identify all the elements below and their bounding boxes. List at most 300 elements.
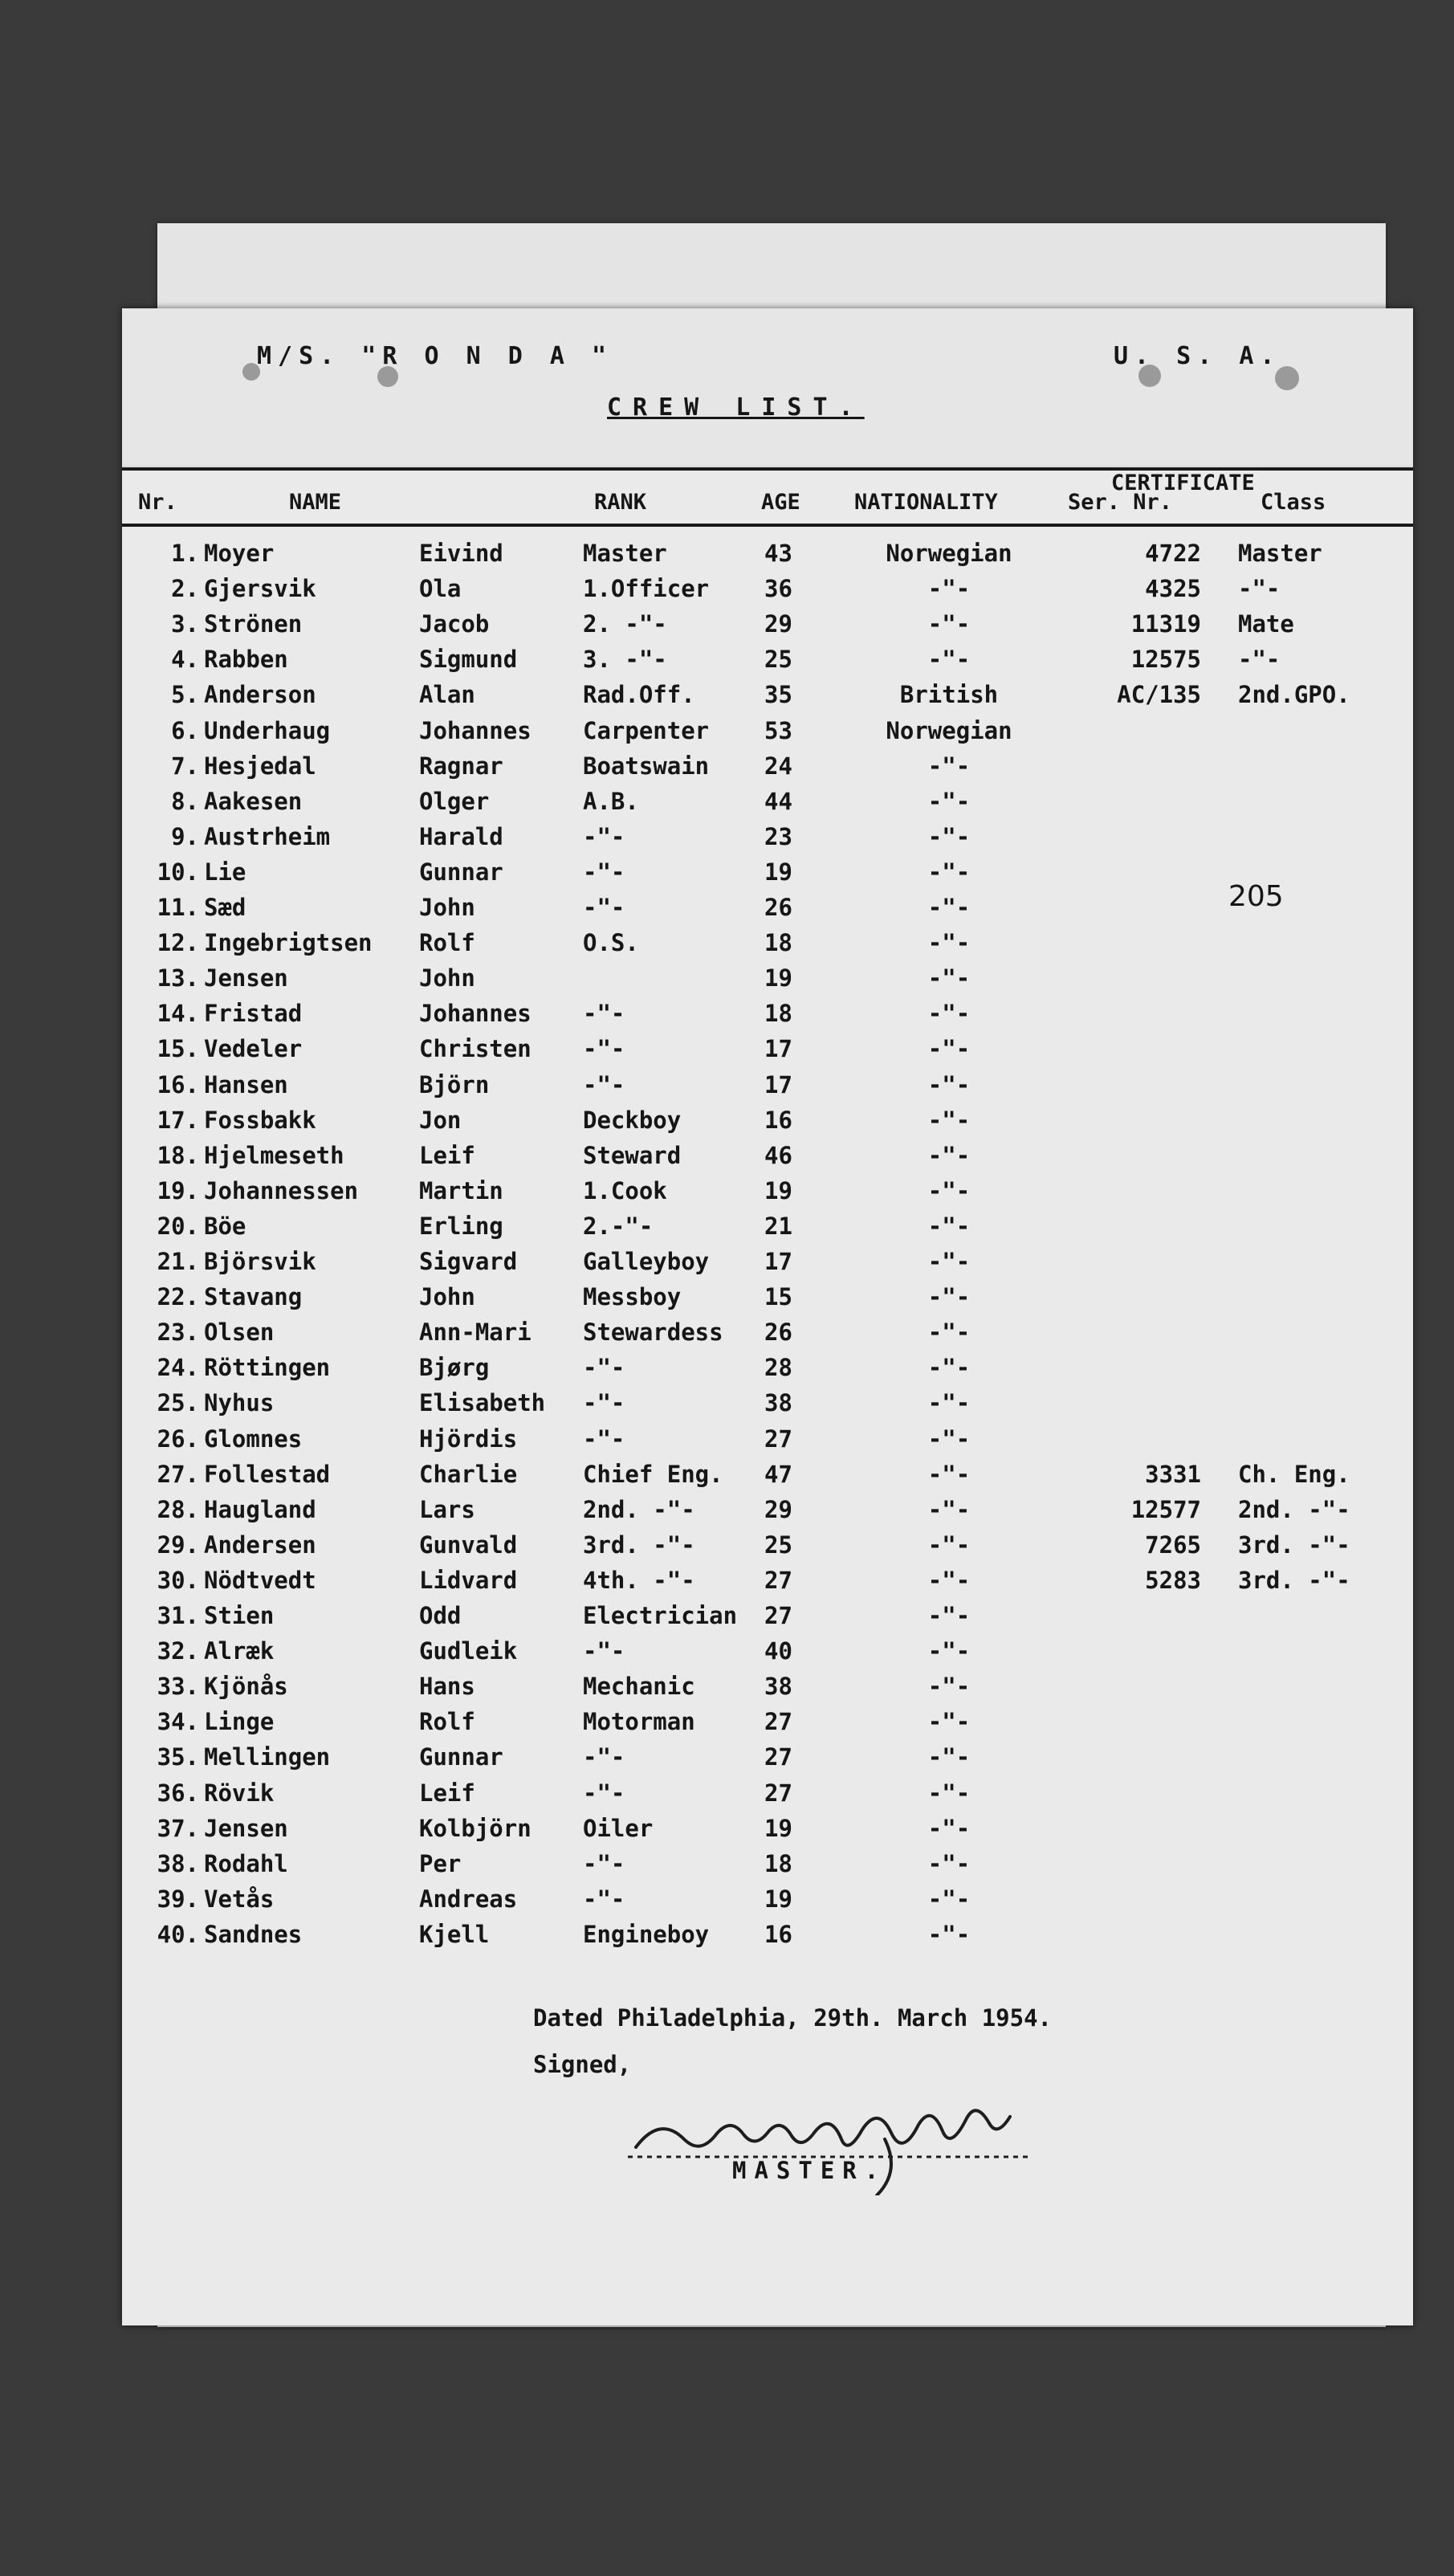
crew-surname: Vedeler bbox=[204, 1035, 303, 1063]
vessel-name: M/S. "R O N D A " bbox=[257, 342, 613, 370]
column-header-no: Nr. bbox=[138, 490, 177, 515]
crew-age: 26 bbox=[764, 1319, 792, 1347]
crew-number: 12. bbox=[157, 929, 199, 957]
crew-age: 16 bbox=[764, 1106, 792, 1134]
crew-first-name: Rolf bbox=[419, 929, 475, 957]
crew-first-name: Kolbjörn bbox=[419, 1814, 532, 1842]
crew-first-name: Lars bbox=[419, 1495, 475, 1523]
crew-nationality: -"- bbox=[927, 1814, 971, 1842]
crew-surname: Johannessen bbox=[204, 1176, 359, 1204]
crew-nationality: -"- bbox=[927, 822, 971, 850]
crew-certificate-class: Mate bbox=[1238, 610, 1294, 638]
crew-first-name: Christen bbox=[419, 1035, 532, 1063]
crew-nationality: -"- bbox=[927, 1460, 971, 1488]
crew-number: 37. bbox=[157, 1814, 199, 1842]
signed-label: Signed, bbox=[533, 2051, 632, 2078]
crew-row bbox=[122, 1107, 1413, 1142]
crew-surname: Underhaug bbox=[204, 716, 331, 744]
crew-list-document bbox=[122, 308, 1413, 2325]
crew-first-name: Eivind bbox=[419, 540, 503, 567]
crew-nationality: -"- bbox=[927, 1319, 971, 1347]
crew-first-name: Gunnar bbox=[419, 1743, 503, 1771]
crew-number: 31. bbox=[157, 1602, 199, 1629]
crew-surname: Nödtvedt bbox=[204, 1566, 316, 1594]
crew-age: 19 bbox=[764, 1176, 792, 1204]
crew-first-name: Ola bbox=[419, 575, 462, 603]
crew-first-name: Elisabeth bbox=[419, 1389, 546, 1417]
crew-nationality: -"- bbox=[927, 1212, 971, 1240]
crew-first-name: Sigvard bbox=[419, 1248, 518, 1275]
certificate-header: CERTIFICATE bbox=[1111, 471, 1255, 495]
crew-rank: Motorman bbox=[583, 1708, 695, 1736]
crew-rank: 3. -"- bbox=[583, 646, 667, 674]
crew-nationality: -"- bbox=[927, 1849, 971, 1877]
crew-number: 35. bbox=[157, 1743, 199, 1771]
crew-age: 47 bbox=[764, 1460, 792, 1488]
crew-age: 15 bbox=[764, 1283, 792, 1311]
crew-certificate-class: 2nd.GPO. bbox=[1238, 681, 1350, 709]
crew-first-name: John bbox=[419, 964, 475, 992]
crew-nationality: Norwegian bbox=[886, 716, 1012, 744]
crew-nationality: -"- bbox=[927, 1743, 971, 1771]
crew-surname: Follestad bbox=[204, 1460, 331, 1488]
crew-rank: -"- bbox=[583, 1000, 625, 1028]
crew-age: 28 bbox=[764, 1354, 792, 1382]
crew-age: 17 bbox=[764, 1070, 792, 1098]
crew-surname: Fristad bbox=[204, 1000, 303, 1028]
crew-row bbox=[122, 1850, 1413, 1885]
crew-surname: Röttingen bbox=[204, 1354, 331, 1382]
crew-age: 23 bbox=[764, 822, 792, 850]
country: U. S. A. bbox=[1114, 342, 1281, 370]
crew-first-name: Harald bbox=[419, 822, 503, 850]
crew-surname: Stien bbox=[204, 1602, 275, 1629]
crew-age: 27 bbox=[764, 1602, 792, 1629]
crew-row bbox=[122, 1354, 1413, 1389]
crew-nationality: -"- bbox=[927, 1708, 971, 1736]
crew-age: 18 bbox=[764, 929, 792, 957]
crew-surname: Nyhus bbox=[204, 1389, 275, 1417]
crew-age: 43 bbox=[764, 540, 792, 567]
crew-surname: Hansen bbox=[204, 1070, 288, 1098]
crew-age: 18 bbox=[764, 1849, 792, 1877]
crew-rank: -"- bbox=[583, 858, 625, 886]
crew-number: 16. bbox=[157, 1070, 199, 1098]
crew-number: 14. bbox=[157, 1000, 199, 1028]
crew-rank: Oiler bbox=[583, 1814, 654, 1842]
crew-first-name: Olger bbox=[419, 787, 490, 815]
crew-number: 1. bbox=[171, 540, 199, 567]
crew-rank: -"- bbox=[583, 1354, 625, 1382]
page-title: CREW LIST. bbox=[607, 393, 865, 422]
crew-row bbox=[122, 858, 1413, 894]
crew-row bbox=[122, 1177, 1413, 1213]
crew-number: 32. bbox=[157, 1637, 199, 1665]
crew-nationality: -"- bbox=[927, 575, 971, 603]
crew-age: 24 bbox=[764, 752, 792, 780]
crew-first-name: Bjørg bbox=[419, 1354, 490, 1382]
crew-age: 25 bbox=[764, 1531, 792, 1559]
crew-surname: Linge bbox=[204, 1708, 275, 1736]
crew-nationality: Norwegian bbox=[886, 540, 1012, 567]
crew-certificate-ser-nr: AC/135 bbox=[1117, 681, 1201, 709]
column-header-name: NAME bbox=[289, 490, 342, 515]
crew-first-name: Johannes bbox=[419, 716, 532, 744]
crew-surname: Andersen bbox=[204, 1531, 316, 1559]
crew-certificate-ser-nr: 4325 bbox=[1145, 575, 1201, 603]
crew-number: 8. bbox=[171, 787, 199, 815]
crew-nationality: -"- bbox=[927, 1000, 971, 1028]
crew-rank: Steward bbox=[583, 1141, 682, 1169]
crew-nationality: -"- bbox=[927, 1779, 971, 1807]
crew-row bbox=[122, 1389, 1413, 1425]
crew-number: 7. bbox=[171, 752, 199, 780]
crew-age: 18 bbox=[764, 1000, 792, 1028]
crew-first-name: Leif bbox=[419, 1779, 475, 1807]
column-header-age: AGE bbox=[761, 490, 800, 515]
crew-first-name: Leif bbox=[419, 1141, 475, 1169]
crew-row bbox=[122, 1743, 1413, 1779]
crew-number: 19. bbox=[157, 1176, 199, 1204]
crew-row bbox=[122, 1000, 1413, 1035]
crew-number: 2. bbox=[171, 575, 199, 603]
crew-row bbox=[122, 964, 1413, 1000]
crew-rank: -"- bbox=[583, 1743, 625, 1771]
crew-number: 11. bbox=[157, 894, 199, 921]
crew-surname: Glomnes bbox=[204, 1425, 303, 1453]
crew-first-name: Erling bbox=[419, 1212, 503, 1240]
crew-first-name: Martin bbox=[419, 1176, 503, 1204]
crew-row bbox=[122, 1248, 1413, 1283]
crew-row bbox=[122, 1673, 1413, 1708]
crew-certificate-class: -"- bbox=[1238, 575, 1281, 603]
crew-age: 40 bbox=[764, 1637, 792, 1665]
crew-rank: 2. -"- bbox=[583, 610, 667, 638]
crew-nationality: -"- bbox=[927, 1673, 971, 1701]
crew-first-name: John bbox=[419, 894, 475, 921]
crew-first-name: Charlie bbox=[419, 1460, 518, 1488]
crew-rank: Rad.Off. bbox=[583, 681, 695, 709]
crew-age: 29 bbox=[764, 610, 792, 638]
crew-surname: Olsen bbox=[204, 1319, 275, 1347]
crew-rank: Deckboy bbox=[583, 1106, 682, 1134]
crew-rank: Galleyboy bbox=[583, 1248, 710, 1275]
header-strip bbox=[122, 308, 1413, 467]
crew-nationality: -"- bbox=[927, 752, 971, 780]
crew-row bbox=[122, 823, 1413, 858]
crew-first-name: Sigmund bbox=[419, 646, 518, 674]
crew-surname: Rövik bbox=[204, 1779, 275, 1807]
crew-age: 17 bbox=[764, 1035, 792, 1063]
crew-surname: Strönen bbox=[204, 610, 303, 638]
crew-row bbox=[122, 1071, 1413, 1107]
crew-surname: Jensen bbox=[204, 1814, 288, 1842]
crew-number: 20. bbox=[157, 1212, 199, 1240]
crew-row bbox=[122, 1496, 1413, 1531]
crew-surname: Rabben bbox=[204, 646, 288, 674]
master-label: MASTER. bbox=[732, 2157, 887, 2184]
crew-first-name: Rolf bbox=[419, 1708, 475, 1736]
crew-nationality: -"- bbox=[927, 646, 971, 674]
crew-first-name: Johannes bbox=[419, 1000, 532, 1028]
crew-number: 24. bbox=[157, 1354, 199, 1382]
crew-surname: Alræk bbox=[204, 1637, 275, 1665]
crew-number: 9. bbox=[171, 822, 199, 850]
crew-nationality: -"- bbox=[927, 1495, 971, 1523]
crew-certificate-ser-nr: 5283 bbox=[1145, 1566, 1201, 1594]
crew-nationality: -"- bbox=[927, 1389, 971, 1417]
crew-first-name: Kjell bbox=[419, 1920, 490, 1948]
crew-number: 18. bbox=[157, 1141, 199, 1169]
crew-age: 16 bbox=[764, 1920, 792, 1948]
crew-age: 36 bbox=[764, 575, 792, 603]
crew-certificate-class: 3rd. -"- bbox=[1238, 1566, 1350, 1594]
crew-number: 26. bbox=[157, 1425, 199, 1453]
crew-rank: -"- bbox=[583, 1779, 625, 1807]
crew-row bbox=[122, 1567, 1413, 1602]
crew-rank: -"- bbox=[583, 1389, 625, 1417]
crew-number: 33. bbox=[157, 1673, 199, 1701]
crew-nationality: British bbox=[899, 681, 999, 709]
crew-nationality: -"- bbox=[927, 894, 971, 921]
crew-first-name: Per bbox=[419, 1849, 462, 1877]
crew-row bbox=[122, 1602, 1413, 1637]
crew-certificate-class: Ch. Eng. bbox=[1238, 1460, 1350, 1488]
crew-number: 23. bbox=[157, 1319, 199, 1347]
crew-number: 6. bbox=[171, 716, 199, 744]
crew-certificate-class: -"- bbox=[1238, 646, 1281, 674]
crew-surname: Mellingen bbox=[204, 1743, 331, 1771]
crew-row bbox=[122, 1921, 1413, 1956]
crew-nationality: -"- bbox=[927, 610, 971, 638]
crew-surname: Aakesen bbox=[204, 787, 303, 815]
crew-row bbox=[122, 1461, 1413, 1496]
column-header-class: Class bbox=[1261, 490, 1326, 515]
crew-rank: -"- bbox=[583, 1637, 625, 1665]
crew-rank: Chief Eng. bbox=[583, 1460, 723, 1488]
crew-rank: -"- bbox=[583, 1425, 625, 1453]
crew-surname: Anderson bbox=[204, 681, 316, 709]
crew-number: 17. bbox=[157, 1106, 199, 1134]
crew-row bbox=[122, 1035, 1413, 1070]
crew-rank: Mechanic bbox=[583, 1673, 695, 1701]
crew-certificate-ser-nr: 11319 bbox=[1130, 610, 1201, 638]
crew-row bbox=[122, 752, 1413, 788]
crew-row bbox=[122, 610, 1413, 646]
crew-first-name: Gudleik bbox=[419, 1637, 518, 1665]
crew-row bbox=[122, 1283, 1413, 1319]
crew-age: 46 bbox=[764, 1141, 792, 1169]
crew-surname: Moyer bbox=[204, 540, 275, 567]
crew-age: 44 bbox=[764, 787, 792, 815]
crew-rank: 1.Cook bbox=[583, 1176, 667, 1204]
crew-surname: Hjelmeseth bbox=[204, 1141, 344, 1169]
crew-nationality: -"- bbox=[927, 1141, 971, 1169]
crew-first-name: Björn bbox=[419, 1070, 490, 1098]
crew-nationality: -"- bbox=[927, 787, 971, 815]
crew-first-name: Gunnar bbox=[419, 858, 503, 886]
crew-nationality: -"- bbox=[927, 964, 971, 992]
column-header-nationality: NATIONALITY bbox=[854, 490, 998, 515]
crew-surname: Haugland bbox=[204, 1495, 316, 1523]
crew-number: 29. bbox=[157, 1531, 199, 1559]
crew-age: 21 bbox=[764, 1212, 792, 1240]
crew-age: 27 bbox=[764, 1779, 792, 1807]
crew-age: 19 bbox=[764, 1885, 792, 1913]
crew-rank: -"- bbox=[583, 1035, 625, 1063]
crew-row bbox=[122, 646, 1413, 681]
crew-rank: Carpenter bbox=[583, 716, 710, 744]
column-header-rank: RANK bbox=[594, 490, 647, 515]
crew-nationality: -"- bbox=[927, 1248, 971, 1275]
crew-rank: -"- bbox=[583, 1849, 625, 1877]
crew-surname: Rodahl bbox=[204, 1849, 288, 1877]
crew-number: 25. bbox=[157, 1389, 199, 1417]
crew-nationality: -"- bbox=[927, 1425, 971, 1453]
crew-age: 17 bbox=[764, 1248, 792, 1275]
crew-surname: Björsvik bbox=[204, 1248, 316, 1275]
crew-number: 30. bbox=[157, 1566, 199, 1594]
crew-row bbox=[122, 1319, 1413, 1354]
crew-first-name: John bbox=[419, 1283, 475, 1311]
crew-age: 19 bbox=[764, 858, 792, 886]
crew-rank: Master bbox=[583, 540, 667, 567]
crew-number: 3. bbox=[171, 610, 199, 638]
header-rule-bottom bbox=[122, 524, 1413, 527]
crew-age: 27 bbox=[764, 1708, 792, 1736]
column-header-ser-nr: Ser. Nr. bbox=[1068, 490, 1173, 515]
crew-surname: Jensen bbox=[204, 964, 288, 992]
crew-nationality: -"- bbox=[927, 1283, 971, 1311]
crew-number: 4. bbox=[171, 646, 199, 674]
crew-age: 19 bbox=[764, 1814, 792, 1842]
crew-certificate-class: 3rd. -"- bbox=[1238, 1531, 1350, 1559]
crew-row bbox=[122, 575, 1413, 610]
crew-number: 38. bbox=[157, 1849, 199, 1877]
crew-rank: Stewardess bbox=[583, 1319, 723, 1347]
crew-nationality: -"- bbox=[927, 1637, 971, 1665]
crew-row bbox=[122, 1531, 1413, 1567]
crew-rank: 1.Officer bbox=[583, 575, 710, 603]
crew-number: 40. bbox=[157, 1920, 199, 1948]
crew-surname: Böe bbox=[204, 1212, 246, 1240]
crew-nationality: -"- bbox=[927, 858, 971, 886]
crew-certificate-ser-nr: 3331 bbox=[1145, 1460, 1201, 1488]
crew-row bbox=[122, 717, 1413, 752]
crew-row bbox=[122, 1708, 1413, 1743]
crew-surname: Lie bbox=[204, 858, 246, 886]
crew-rank: Messboy bbox=[583, 1283, 682, 1311]
crew-rank: O.S. bbox=[583, 929, 639, 957]
crew-number: 34. bbox=[157, 1708, 199, 1736]
crew-first-name: Hans bbox=[419, 1673, 475, 1701]
crew-first-name: Gunvald bbox=[419, 1531, 518, 1559]
crew-surname: Stavang bbox=[204, 1283, 303, 1311]
crew-surname: Ingebrigtsen bbox=[204, 929, 373, 957]
crew-first-name: Ann-Mari bbox=[419, 1319, 532, 1347]
crew-first-name: Lidvard bbox=[419, 1566, 518, 1594]
crew-certificate-ser-nr: 4722 bbox=[1145, 540, 1201, 567]
crew-row bbox=[122, 894, 1413, 929]
crew-surname: Austrheim bbox=[204, 822, 331, 850]
crew-surname: Vetås bbox=[204, 1885, 275, 1913]
crew-first-name: Jacob bbox=[419, 610, 490, 638]
crew-number: 5. bbox=[171, 681, 199, 709]
crew-number: 10. bbox=[157, 858, 199, 886]
crew-age: 19 bbox=[764, 964, 792, 992]
crew-rank: -"- bbox=[583, 1070, 625, 1098]
crew-age: 38 bbox=[764, 1389, 792, 1417]
crew-row bbox=[122, 1425, 1413, 1461]
crew-row bbox=[122, 1815, 1413, 1850]
crew-surname: Gjersvik bbox=[204, 575, 316, 603]
crew-certificate-class: Master bbox=[1238, 540, 1322, 567]
crew-row bbox=[122, 1637, 1413, 1673]
crew-nationality: -"- bbox=[927, 929, 971, 957]
crew-row bbox=[122, 1779, 1413, 1815]
crew-age: 27 bbox=[764, 1566, 792, 1594]
crew-rank: Electrician bbox=[583, 1602, 738, 1629]
crew-first-name: Jon bbox=[419, 1106, 462, 1134]
crew-row bbox=[122, 1213, 1413, 1248]
crew-rank: -"- bbox=[583, 822, 625, 850]
crew-rank: 4th. -"- bbox=[583, 1566, 695, 1594]
crew-age: 27 bbox=[764, 1743, 792, 1771]
crew-number: 22. bbox=[157, 1283, 199, 1311]
crew-nationality: -"- bbox=[927, 1566, 971, 1594]
crew-rank: -"- bbox=[583, 894, 625, 921]
crew-certificate-ser-nr: 7265 bbox=[1145, 1531, 1201, 1559]
crew-rank: Boatswain bbox=[583, 752, 710, 780]
crew-nationality: -"- bbox=[927, 1354, 971, 1382]
crew-row bbox=[122, 1885, 1413, 1921]
crew-rank: 2nd. -"- bbox=[583, 1495, 695, 1523]
crew-age: 29 bbox=[764, 1495, 792, 1523]
crew-number: 27. bbox=[157, 1460, 199, 1488]
crew-rank: 3rd. -"- bbox=[583, 1531, 695, 1559]
crew-certificate-ser-nr: 12577 bbox=[1130, 1495, 1201, 1523]
crew-nationality: -"- bbox=[927, 1531, 971, 1559]
crew-certificate-ser-nr: 12575 bbox=[1130, 646, 1201, 674]
crew-surname: Kjönås bbox=[204, 1673, 288, 1701]
crew-age: 35 bbox=[764, 681, 792, 709]
crew-age: 26 bbox=[764, 894, 792, 921]
crew-surname: Hesjedal bbox=[204, 752, 316, 780]
crew-surname: Sandnes bbox=[204, 1920, 303, 1948]
crew-rank: Engineboy bbox=[583, 1920, 710, 1948]
crew-nationality: -"- bbox=[927, 1920, 971, 1948]
crew-nationality: -"- bbox=[927, 1602, 971, 1629]
dated-line: Dated Philadelphia, 29th. March 1954. bbox=[533, 2004, 1053, 2032]
crew-row bbox=[122, 540, 1413, 575]
page-stamp-number: 205 bbox=[1228, 880, 1284, 913]
crew-surname: Fossbakk bbox=[204, 1106, 316, 1134]
crew-nationality: -"- bbox=[927, 1070, 971, 1098]
crew-rank: A.B. bbox=[583, 787, 639, 815]
crew-first-name: Odd bbox=[419, 1602, 462, 1629]
crew-first-name: Hjördis bbox=[419, 1425, 518, 1453]
crew-age: 38 bbox=[764, 1673, 792, 1701]
crew-rank: -"- bbox=[583, 1885, 625, 1913]
crew-nationality: -"- bbox=[927, 1176, 971, 1204]
crew-row bbox=[122, 929, 1413, 964]
crew-age: 25 bbox=[764, 646, 792, 674]
crew-row bbox=[122, 681, 1413, 716]
crew-row bbox=[122, 788, 1413, 823]
crew-age: 27 bbox=[764, 1425, 792, 1453]
crew-nationality: -"- bbox=[927, 1035, 971, 1063]
crew-number: 13. bbox=[157, 964, 199, 992]
